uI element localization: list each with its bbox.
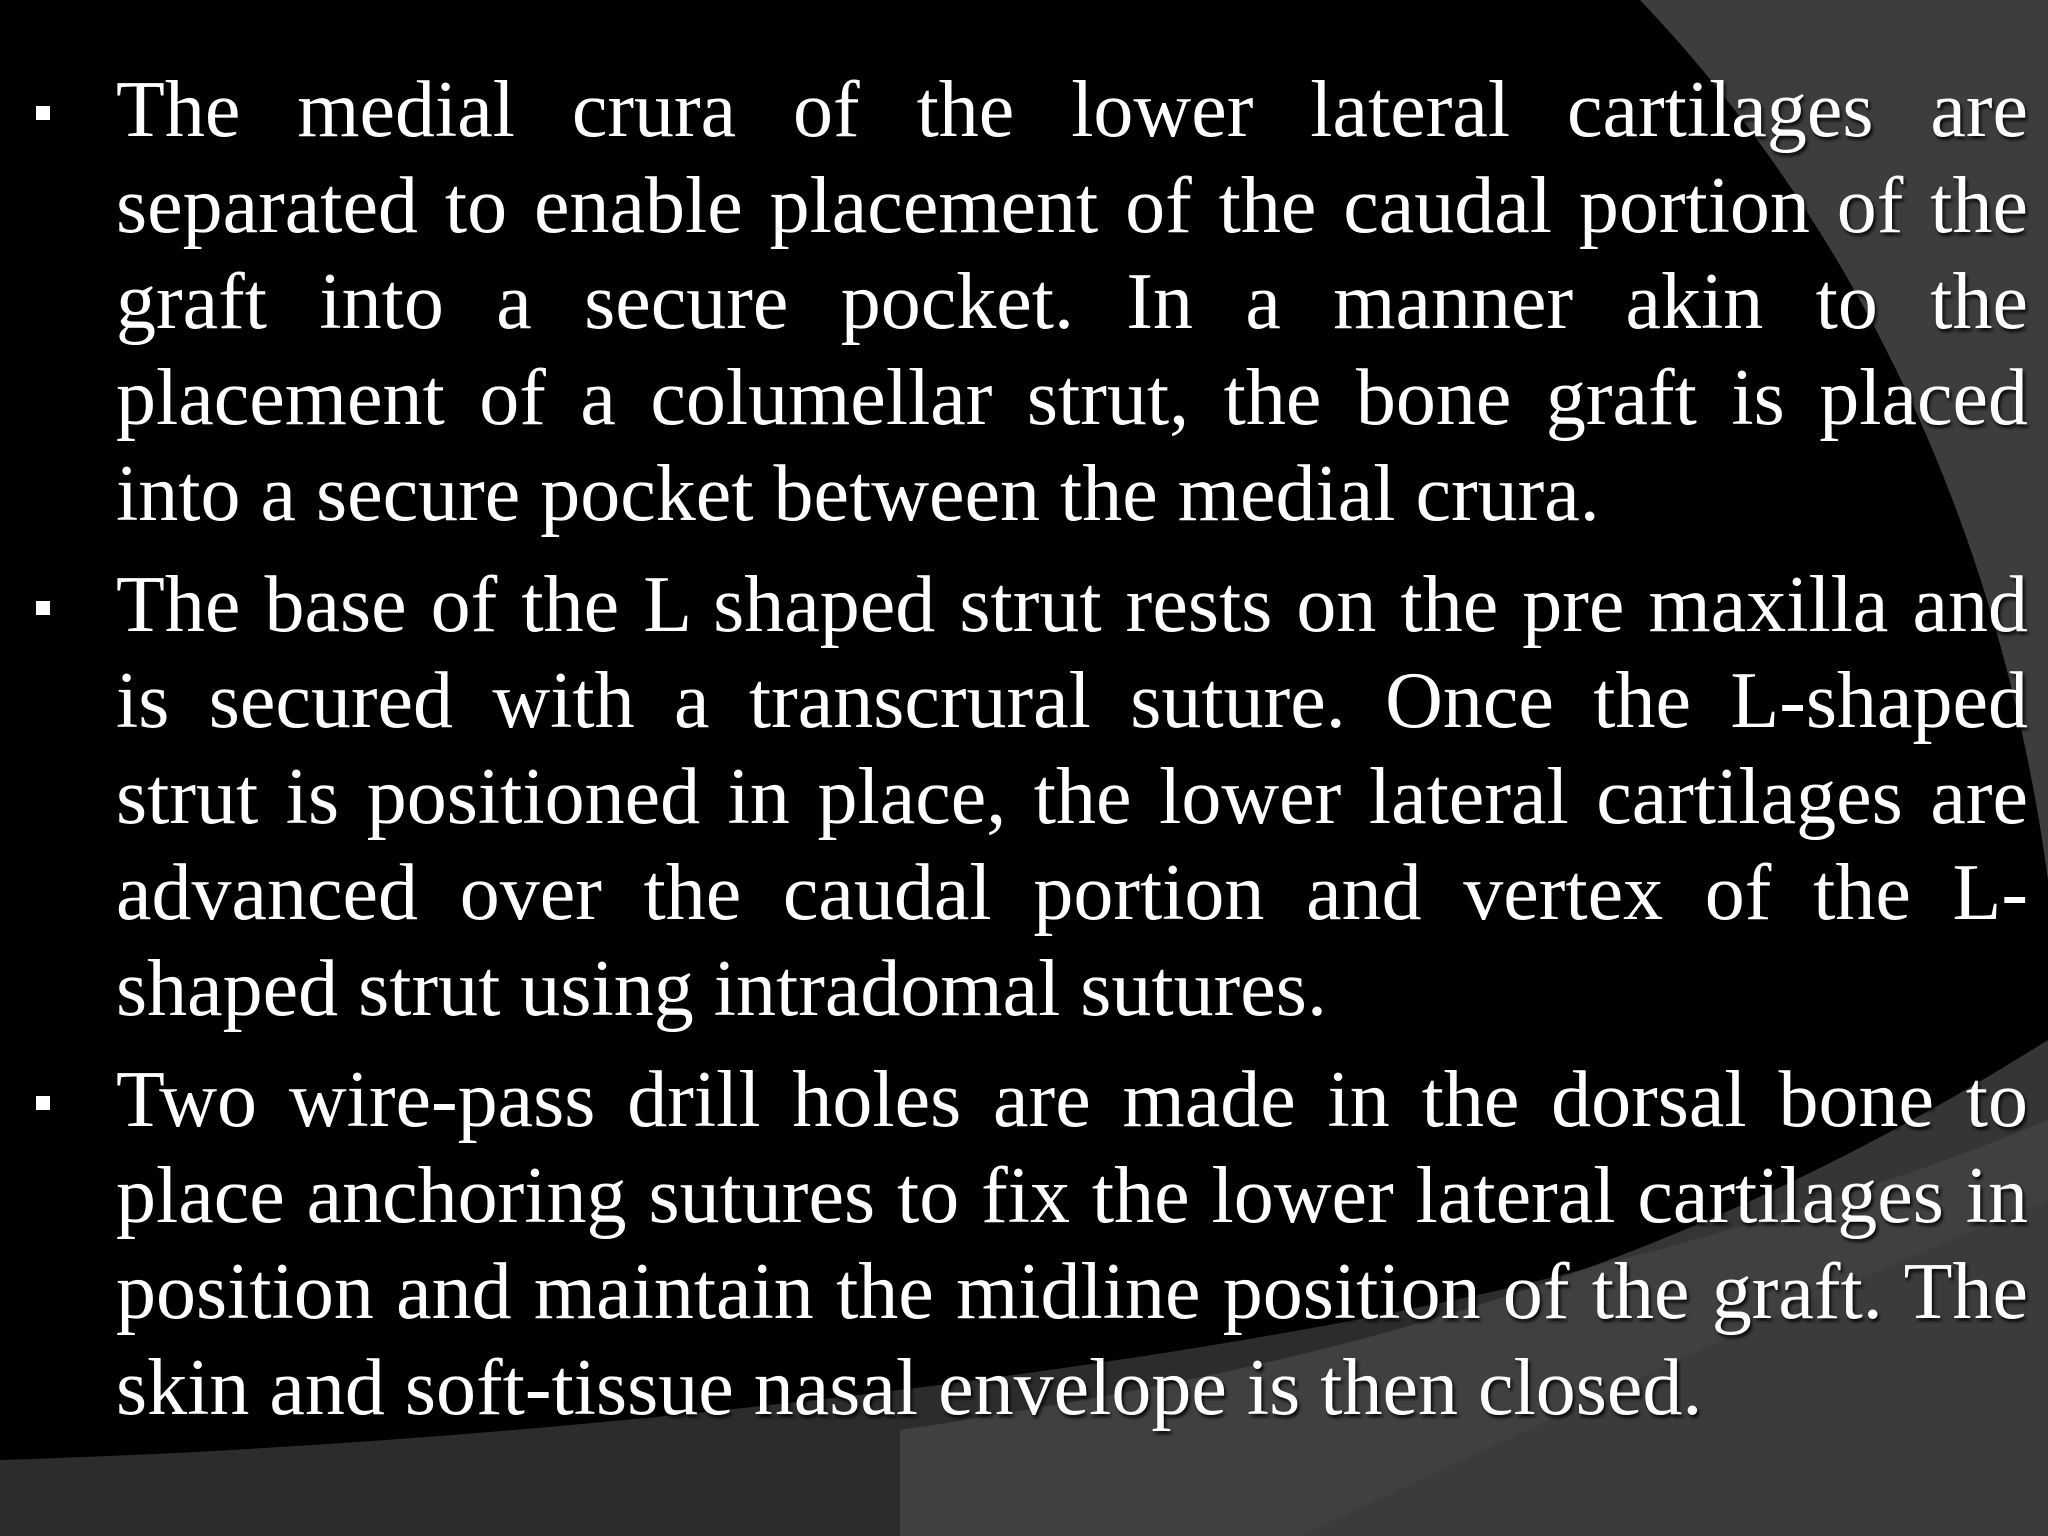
bullet-item: [0, 1052, 2048, 1436]
square-bullet-icon: [36, 601, 50, 615]
bullet-text: The base of the L shaped strut rests on the pre maxilla and is secured with a transcrural suture. Once the L-shaped strut is positioned in place, the lower lateral cartilages are advanced over the caudal portion and vertex of the L-shaped strut using intradomal sutures.: [116, 561, 2028, 1033]
bullet-text: Two wire-pass drill holes are made in the dorsal bone to place anchoring sutures to fix the lower lateral cartilages in position and maintain the midline position of the graft. The skin and soft-tissue nasal envelope is then closed.: [116, 1056, 2028, 1432]
square-bullet-icon: [36, 1096, 50, 1110]
bullet-item: [0, 557, 2048, 1037]
bullet-text: The medial crura of the lower lateral cartilages are separated to enable placement of the caudal portion of the graft into a secure pocket. In a manner akin to the placement of a columellar strut, the bone graft is placed into a secure pocket between the medial crura.: [116, 66, 2028, 538]
bullet-list: [0, 62, 2048, 1451]
bullet-item: [0, 62, 2048, 542]
square-bullet-icon: [36, 106, 50, 120]
